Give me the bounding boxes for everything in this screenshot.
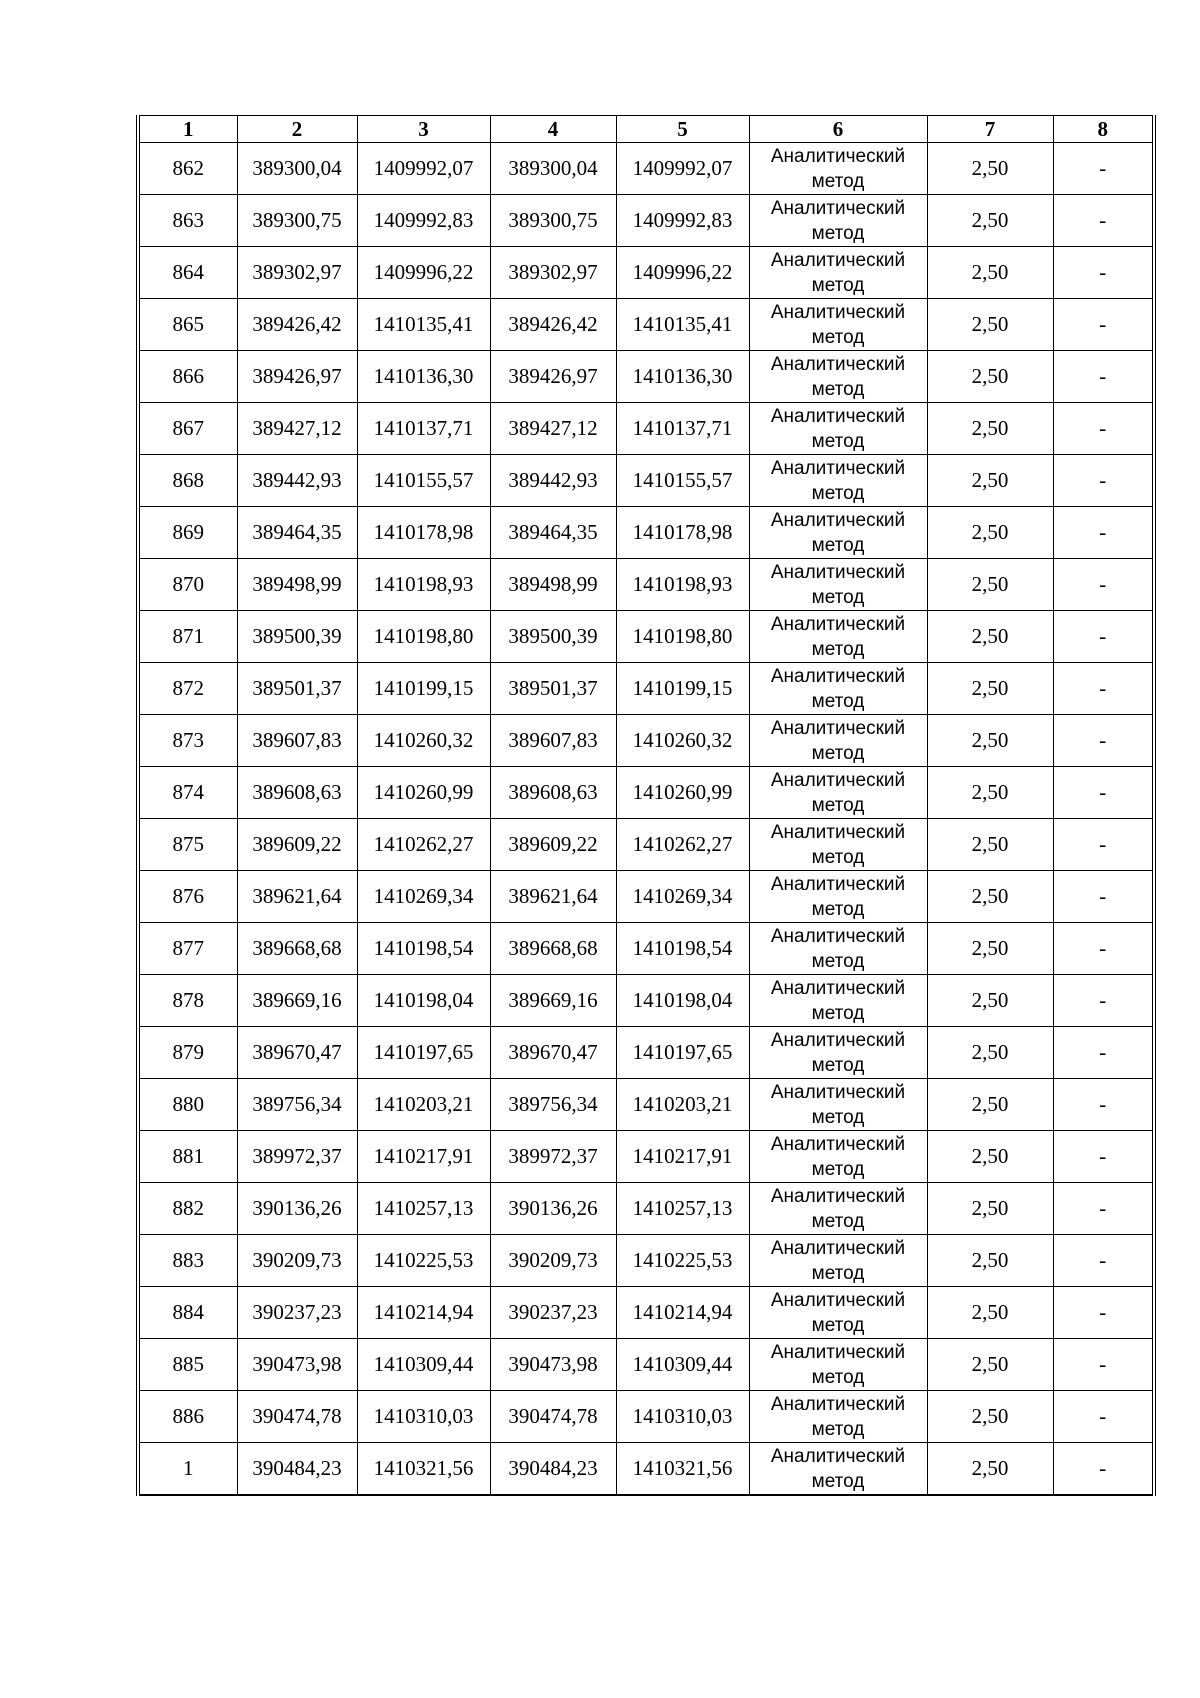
method-cell: Аналитический метод <box>749 819 927 871</box>
header-cell: 1 <box>138 116 237 143</box>
accuracy-cell: 2,50 <box>927 871 1053 923</box>
method-cell: Аналитический метод <box>749 1287 927 1339</box>
accuracy-cell: 2,50 <box>927 247 1053 299</box>
accuracy-cell: 2,50 <box>927 507 1053 559</box>
note-cell: - <box>1053 351 1154 403</box>
y-coordinate-cell: 1410214,94 <box>357 1287 490 1339</box>
x-coordinate-cell: 389498,99 <box>490 559 616 611</box>
header-cell: 2 <box>237 116 357 143</box>
y-coordinate-cell: 1410262,27 <box>357 819 490 871</box>
y-coordinate-cell: 1410260,99 <box>616 767 749 819</box>
y-coordinate-cell: 1410217,91 <box>616 1131 749 1183</box>
point-number-cell: 875 <box>138 819 237 871</box>
y-coordinate-cell: 1410137,71 <box>357 403 490 455</box>
y-coordinate-cell: 1410262,27 <box>616 819 749 871</box>
x-coordinate-cell: 389442,93 <box>237 455 357 507</box>
x-coordinate-cell: 389608,63 <box>490 767 616 819</box>
y-coordinate-cell: 1410135,41 <box>616 299 749 351</box>
table-header <box>138 116 1154 143</box>
y-coordinate-cell: 1410321,56 <box>616 1443 749 1496</box>
point-number-cell: 878 <box>138 975 237 1027</box>
y-coordinate-cell: 1410197,65 <box>357 1027 490 1079</box>
point-number-cell: 864 <box>138 247 237 299</box>
point-number-cell: 882 <box>138 1183 237 1235</box>
method-cell: Аналитический метод <box>749 247 927 299</box>
note-cell: - <box>1053 559 1154 611</box>
x-coordinate-cell: 390237,23 <box>237 1287 357 1339</box>
y-coordinate-cell: 1410197,65 <box>616 1027 749 1079</box>
table-row <box>138 143 1154 195</box>
method-cell: Аналитический метод <box>749 143 927 195</box>
y-coordinate-cell: 1410309,44 <box>357 1339 490 1391</box>
table-row <box>138 923 1154 975</box>
y-coordinate-cell: 1410260,32 <box>616 715 749 767</box>
x-coordinate-cell: 389427,12 <box>237 403 357 455</box>
method-cell: Аналитический метод <box>749 1391 927 1443</box>
x-coordinate-cell: 389442,93 <box>490 455 616 507</box>
method-cell: Аналитический метод <box>749 663 927 715</box>
y-coordinate-cell: 1410257,13 <box>357 1183 490 1235</box>
point-number-cell: 870 <box>138 559 237 611</box>
x-coordinate-cell: 389426,97 <box>237 351 357 403</box>
table-row <box>138 403 1154 455</box>
x-coordinate-cell: 389670,47 <box>237 1027 357 1079</box>
note-cell: - <box>1053 299 1154 351</box>
point-number-cell: 877 <box>138 923 237 975</box>
x-coordinate-cell: 389427,12 <box>490 403 616 455</box>
method-cell: Аналитический метод <box>749 299 927 351</box>
point-number-cell: 873 <box>138 715 237 767</box>
note-cell: - <box>1053 507 1154 559</box>
x-coordinate-cell: 389501,37 <box>490 663 616 715</box>
y-coordinate-cell: 1410155,57 <box>357 455 490 507</box>
point-number-cell: 880 <box>138 1079 237 1131</box>
x-coordinate-cell: 389426,97 <box>490 351 616 403</box>
note-cell: - <box>1053 975 1154 1027</box>
point-number-cell: 881 <box>138 1131 237 1183</box>
y-coordinate-cell: 1410214,94 <box>616 1287 749 1339</box>
coordinates-table <box>136 115 1156 1496</box>
note-cell: - <box>1053 1287 1154 1339</box>
y-coordinate-cell: 1410136,30 <box>616 351 749 403</box>
y-coordinate-cell: 1410198,80 <box>616 611 749 663</box>
y-coordinate-cell: 1410199,15 <box>357 663 490 715</box>
point-number-cell: 862 <box>138 143 237 195</box>
note-cell: - <box>1053 143 1154 195</box>
method-cell: Аналитический метод <box>749 715 927 767</box>
note-cell: - <box>1053 1339 1154 1391</box>
x-coordinate-cell: 389302,97 <box>490 247 616 299</box>
y-coordinate-cell: 1410198,04 <box>616 975 749 1027</box>
table-row <box>138 1287 1154 1339</box>
x-coordinate-cell: 390473,98 <box>490 1339 616 1391</box>
x-coordinate-cell: 389669,16 <box>490 975 616 1027</box>
y-coordinate-cell: 1409992,07 <box>616 143 749 195</box>
y-coordinate-cell: 1410203,21 <box>616 1079 749 1131</box>
note-cell: - <box>1053 767 1154 819</box>
x-coordinate-cell: 389621,64 <box>490 871 616 923</box>
table-row <box>138 715 1154 767</box>
x-coordinate-cell: 390209,73 <box>490 1235 616 1287</box>
y-coordinate-cell: 1410136,30 <box>357 351 490 403</box>
method-cell: Аналитический метод <box>749 351 927 403</box>
method-cell: Аналитический метод <box>749 1079 927 1131</box>
x-coordinate-cell: 389498,99 <box>237 559 357 611</box>
x-coordinate-cell: 389609,22 <box>237 819 357 871</box>
method-cell: Аналитический метод <box>749 507 927 559</box>
point-number-cell: 866 <box>138 351 237 403</box>
x-coordinate-cell: 390473,98 <box>237 1339 357 1391</box>
method-cell: Аналитический метод <box>749 1443 927 1496</box>
y-coordinate-cell: 1410310,03 <box>357 1391 490 1443</box>
accuracy-cell: 2,50 <box>927 663 1053 715</box>
y-coordinate-cell: 1410269,34 <box>616 871 749 923</box>
x-coordinate-cell: 389608,63 <box>237 767 357 819</box>
point-number-cell: 885 <box>138 1339 237 1391</box>
accuracy-cell: 2,50 <box>927 143 1053 195</box>
x-coordinate-cell: 389669,16 <box>237 975 357 1027</box>
y-coordinate-cell: 1409992,83 <box>357 195 490 247</box>
y-coordinate-cell: 1409992,83 <box>616 195 749 247</box>
note-cell: - <box>1053 403 1154 455</box>
table-row <box>138 1027 1154 1079</box>
y-coordinate-cell: 1410198,04 <box>357 975 490 1027</box>
accuracy-cell: 2,50 <box>927 403 1053 455</box>
y-coordinate-cell: 1409996,22 <box>357 247 490 299</box>
table-row <box>138 767 1154 819</box>
point-number-cell: 872 <box>138 663 237 715</box>
point-number-cell: 886 <box>138 1391 237 1443</box>
point-number-cell: 874 <box>138 767 237 819</box>
accuracy-cell: 2,50 <box>927 455 1053 507</box>
y-coordinate-cell: 1410198,54 <box>357 923 490 975</box>
x-coordinate-cell: 389300,75 <box>490 195 616 247</box>
x-coordinate-cell: 389668,68 <box>490 923 616 975</box>
x-coordinate-cell: 390136,26 <box>490 1183 616 1235</box>
y-coordinate-cell: 1410321,56 <box>357 1443 490 1496</box>
header-cell: 7 <box>927 116 1053 143</box>
point-number-cell: 863 <box>138 195 237 247</box>
accuracy-cell: 2,50 <box>927 1339 1053 1391</box>
y-coordinate-cell: 1410217,91 <box>357 1131 490 1183</box>
header-cell: 8 <box>1053 116 1154 143</box>
point-number-cell: 879 <box>138 1027 237 1079</box>
x-coordinate-cell: 389300,04 <box>237 143 357 195</box>
accuracy-cell: 2,50 <box>927 819 1053 871</box>
y-coordinate-cell: 1410225,53 <box>616 1235 749 1287</box>
method-cell: Аналитический метод <box>749 767 927 819</box>
x-coordinate-cell: 390474,78 <box>237 1391 357 1443</box>
note-cell: - <box>1053 1027 1154 1079</box>
note-cell: - <box>1053 1443 1154 1496</box>
table-row <box>138 1235 1154 1287</box>
y-coordinate-cell: 1410269,34 <box>357 871 490 923</box>
x-coordinate-cell: 390237,23 <box>490 1287 616 1339</box>
y-coordinate-cell: 1409992,07 <box>357 143 490 195</box>
method-cell: Аналитический метод <box>749 1339 927 1391</box>
point-number-cell: 865 <box>138 299 237 351</box>
y-coordinate-cell: 1410198,54 <box>616 923 749 975</box>
table-row <box>138 1079 1154 1131</box>
x-coordinate-cell: 390209,73 <box>237 1235 357 1287</box>
y-coordinate-cell: 1410178,98 <box>357 507 490 559</box>
x-coordinate-cell: 390136,26 <box>237 1183 357 1235</box>
x-coordinate-cell: 389668,68 <box>237 923 357 975</box>
header-row <box>138 116 1154 143</box>
note-cell: - <box>1053 663 1154 715</box>
note-cell: - <box>1053 819 1154 871</box>
x-coordinate-cell: 389621,64 <box>237 871 357 923</box>
accuracy-cell: 2,50 <box>927 767 1053 819</box>
x-coordinate-cell: 389972,37 <box>237 1131 357 1183</box>
method-cell: Аналитический метод <box>749 871 927 923</box>
note-cell: - <box>1053 1183 1154 1235</box>
header-cell: 3 <box>357 116 490 143</box>
table-row <box>138 1339 1154 1391</box>
table-row <box>138 1391 1154 1443</box>
x-coordinate-cell: 389607,83 <box>490 715 616 767</box>
x-coordinate-cell: 389756,34 <box>490 1079 616 1131</box>
method-cell: Аналитический метод <box>749 1235 927 1287</box>
header-cell: 4 <box>490 116 616 143</box>
point-number-cell: 876 <box>138 871 237 923</box>
table-row <box>138 559 1154 611</box>
accuracy-cell: 2,50 <box>927 1183 1053 1235</box>
x-coordinate-cell: 389500,39 <box>237 611 357 663</box>
table-row <box>138 247 1154 299</box>
accuracy-cell: 2,50 <box>927 975 1053 1027</box>
point-number-cell: 869 <box>138 507 237 559</box>
y-coordinate-cell: 1409996,22 <box>616 247 749 299</box>
x-coordinate-cell: 389300,04 <box>490 143 616 195</box>
method-cell: Аналитический метод <box>749 1183 927 1235</box>
table-row <box>138 871 1154 923</box>
table-row <box>138 663 1154 715</box>
note-cell: - <box>1053 923 1154 975</box>
accuracy-cell: 2,50 <box>927 611 1053 663</box>
method-cell: Аналитический метод <box>749 611 927 663</box>
y-coordinate-cell: 1410260,99 <box>357 767 490 819</box>
note-cell: - <box>1053 1131 1154 1183</box>
point-number-cell: 868 <box>138 455 237 507</box>
y-coordinate-cell: 1410199,15 <box>616 663 749 715</box>
accuracy-cell: 2,50 <box>927 559 1053 611</box>
y-coordinate-cell: 1410198,93 <box>616 559 749 611</box>
x-coordinate-cell: 389972,37 <box>490 1131 616 1183</box>
accuracy-cell: 2,50 <box>927 1443 1053 1496</box>
method-cell: Аналитический метод <box>749 559 927 611</box>
table-row <box>138 351 1154 403</box>
accuracy-cell: 2,50 <box>927 1391 1053 1443</box>
accuracy-cell: 2,50 <box>927 1235 1053 1287</box>
y-coordinate-cell: 1410309,44 <box>616 1339 749 1391</box>
x-coordinate-cell: 390484,23 <box>237 1443 357 1496</box>
method-cell: Аналитический метод <box>749 455 927 507</box>
method-cell: Аналитический метод <box>749 195 927 247</box>
x-coordinate-cell: 389670,47 <box>490 1027 616 1079</box>
x-coordinate-cell: 389300,75 <box>237 195 357 247</box>
point-number-cell: 871 <box>138 611 237 663</box>
accuracy-cell: 2,50 <box>927 923 1053 975</box>
x-coordinate-cell: 389756,34 <box>237 1079 357 1131</box>
x-coordinate-cell: 389500,39 <box>490 611 616 663</box>
note-cell: - <box>1053 1079 1154 1131</box>
table-row <box>138 1131 1154 1183</box>
accuracy-cell: 2,50 <box>927 1131 1053 1183</box>
y-coordinate-cell: 1410310,03 <box>616 1391 749 1443</box>
y-coordinate-cell: 1410225,53 <box>357 1235 490 1287</box>
accuracy-cell: 2,50 <box>927 351 1053 403</box>
y-coordinate-cell: 1410198,80 <box>357 611 490 663</box>
accuracy-cell: 2,50 <box>927 1027 1053 1079</box>
table-row <box>138 819 1154 871</box>
y-coordinate-cell: 1410257,13 <box>616 1183 749 1235</box>
table-row <box>138 1443 1154 1496</box>
method-cell: Аналитический метод <box>749 403 927 455</box>
note-cell: - <box>1053 1235 1154 1287</box>
table-row <box>138 507 1154 559</box>
y-coordinate-cell: 1410198,93 <box>357 559 490 611</box>
y-coordinate-cell: 1410155,57 <box>616 455 749 507</box>
point-number-cell: 883 <box>138 1235 237 1287</box>
method-cell: Аналитический метод <box>749 975 927 1027</box>
x-coordinate-cell: 389464,35 <box>237 507 357 559</box>
note-cell: - <box>1053 715 1154 767</box>
x-coordinate-cell: 390484,23 <box>490 1443 616 1496</box>
table-row <box>138 299 1154 351</box>
y-coordinate-cell: 1410203,21 <box>357 1079 490 1131</box>
x-coordinate-cell: 389426,42 <box>490 299 616 351</box>
accuracy-cell: 2,50 <box>927 195 1053 247</box>
x-coordinate-cell: 389426,42 <box>237 299 357 351</box>
accuracy-cell: 2,50 <box>927 299 1053 351</box>
x-coordinate-cell: 389464,35 <box>490 507 616 559</box>
note-cell: - <box>1053 247 1154 299</box>
x-coordinate-cell: 390474,78 <box>490 1391 616 1443</box>
point-number-cell: 1 <box>138 1443 237 1496</box>
note-cell: - <box>1053 1391 1154 1443</box>
x-coordinate-cell: 389302,97 <box>237 247 357 299</box>
method-cell: Аналитический метод <box>749 1027 927 1079</box>
accuracy-cell: 2,50 <box>927 715 1053 767</box>
method-cell: Аналитический метод <box>749 923 927 975</box>
accuracy-cell: 2,50 <box>927 1287 1053 1339</box>
header-cell: 6 <box>749 116 927 143</box>
note-cell: - <box>1053 871 1154 923</box>
y-coordinate-cell: 1410137,71 <box>616 403 749 455</box>
note-cell: - <box>1053 455 1154 507</box>
method-cell: Аналитический метод <box>749 1131 927 1183</box>
y-coordinate-cell: 1410260,32 <box>357 715 490 767</box>
table-row <box>138 611 1154 663</box>
x-coordinate-cell: 389607,83 <box>237 715 357 767</box>
point-number-cell: 884 <box>138 1287 237 1339</box>
table-body <box>138 143 1154 1496</box>
note-cell: - <box>1053 611 1154 663</box>
x-coordinate-cell: 389501,37 <box>237 663 357 715</box>
table-row <box>138 455 1154 507</box>
point-number-cell: 867 <box>138 403 237 455</box>
x-coordinate-cell: 389609,22 <box>490 819 616 871</box>
table-row <box>138 195 1154 247</box>
table-row <box>138 1183 1154 1235</box>
accuracy-cell: 2,50 <box>927 1079 1053 1131</box>
y-coordinate-cell: 1410178,98 <box>616 507 749 559</box>
header-cell: 5 <box>616 116 749 143</box>
y-coordinate-cell: 1410135,41 <box>357 299 490 351</box>
table-row <box>138 975 1154 1027</box>
note-cell: - <box>1053 195 1154 247</box>
